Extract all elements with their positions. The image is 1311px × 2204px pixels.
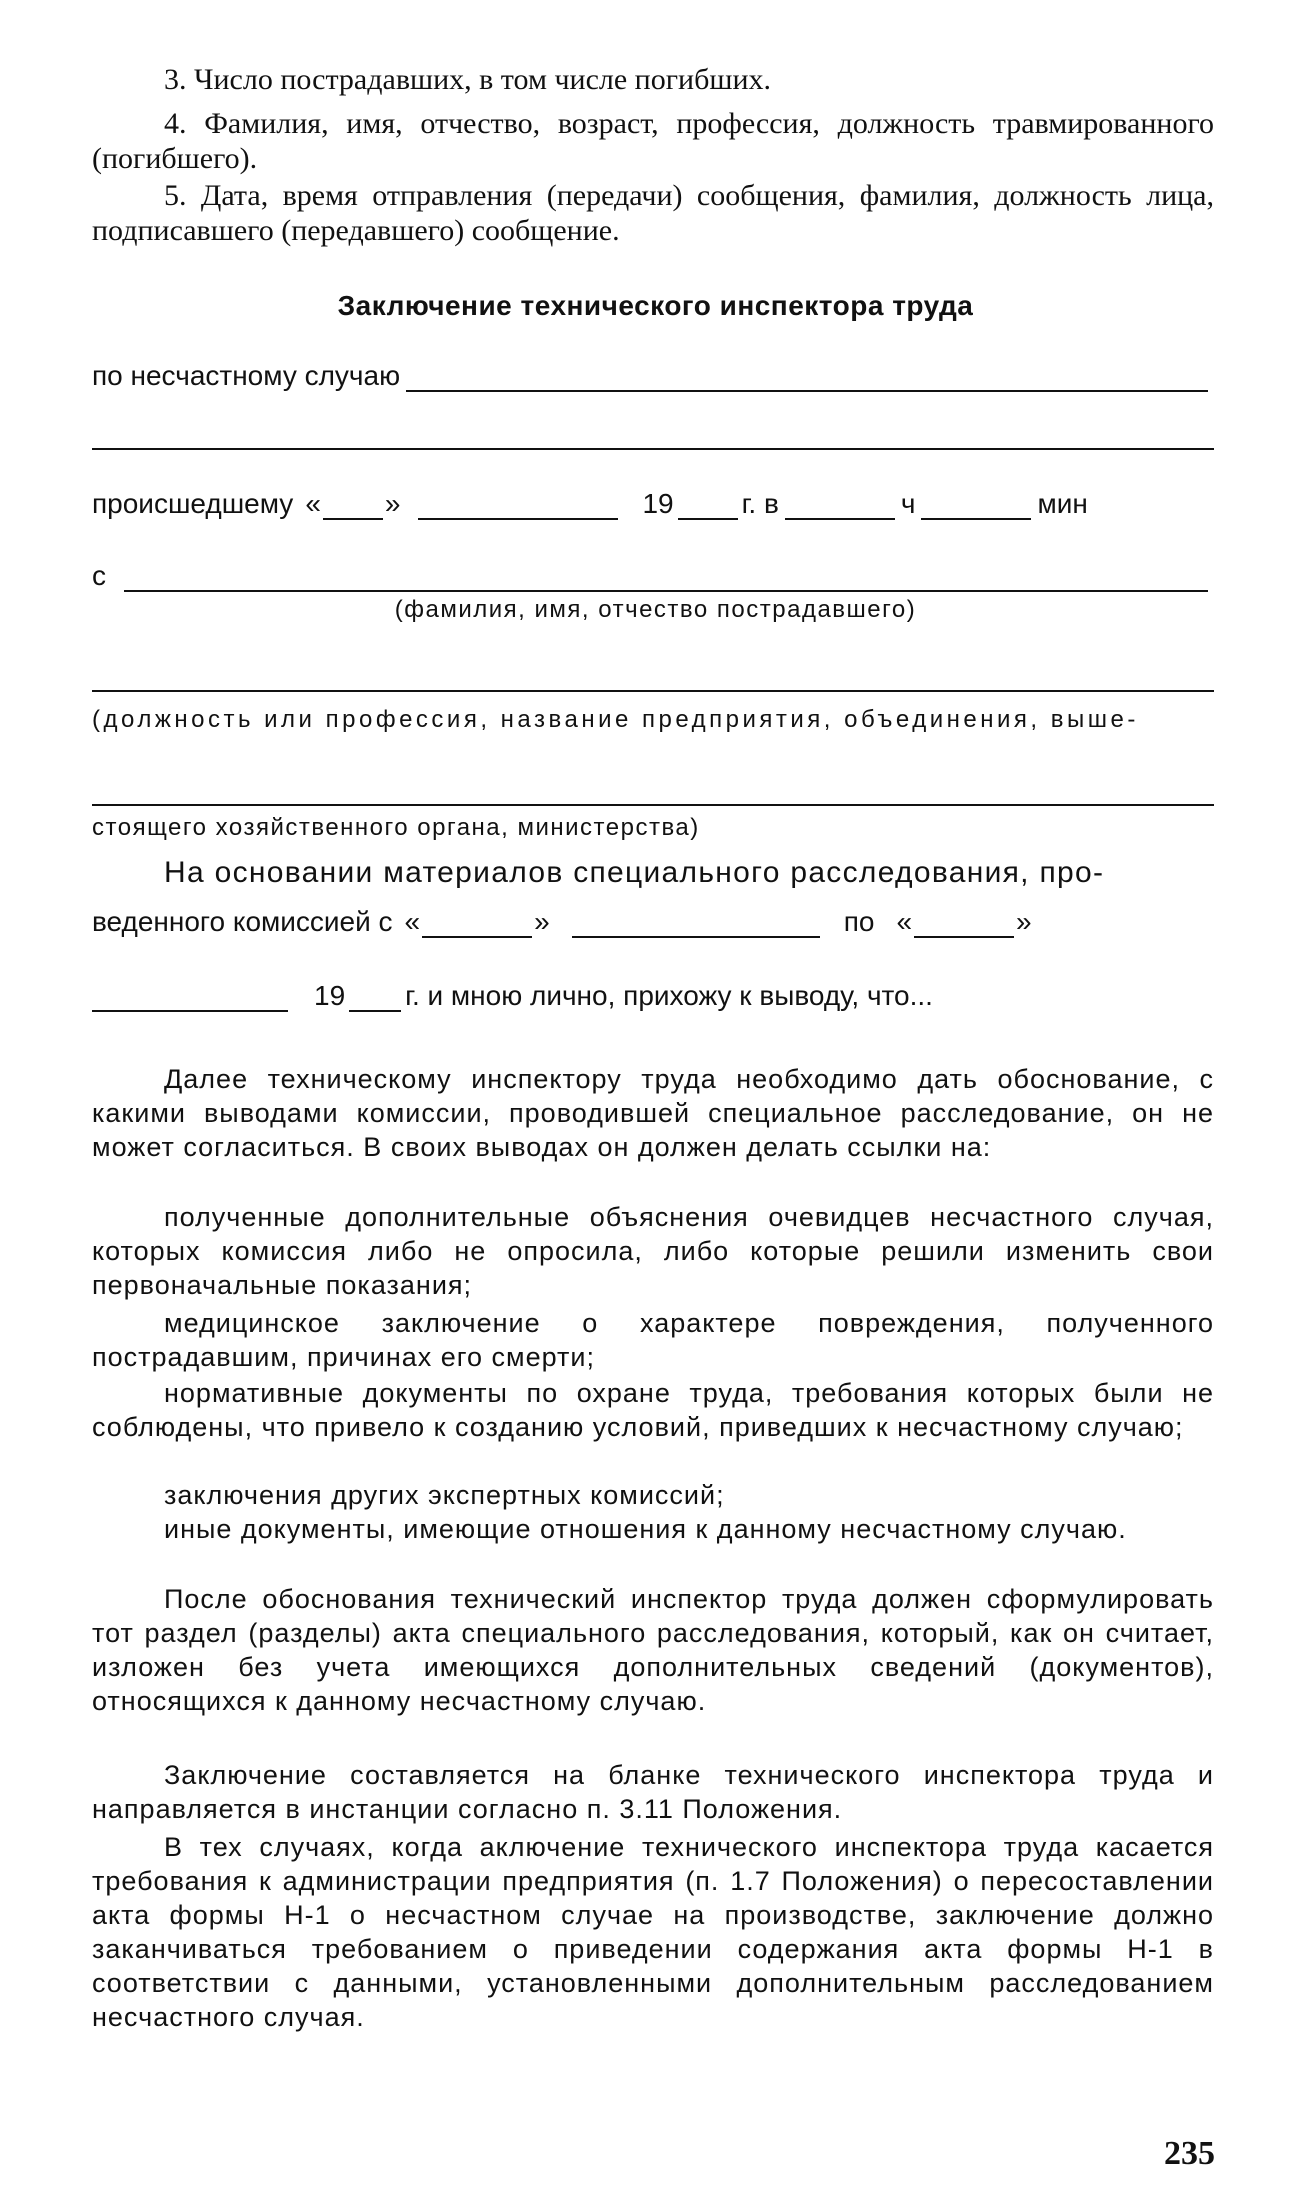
paragraph: Заключение составляется на бланке технического инспектора труда и направляется в инстанции согласно п. 3.11 Положения. [92,1760,1214,1824]
list-item-3: 3. Число пострадавших, в том числе погибших. [164,63,772,96]
quote-open: « [305,488,321,519]
day-blank [323,488,383,520]
quote-close: » [1016,906,1032,937]
quote-open: « [404,906,421,937]
paragraph: полученные дополнительные объяснения очевидцев несчастного случая, которых комиссия либо не опросила, либо которые решили изменить свои первоначальные показания; [92,1202,1214,1300]
caption-position-1: (должность или профессия, название предприятия, объединения, выше- [92,706,1139,733]
basis-line-1 [92,846,1214,890]
paragraph: нормативные документы по охране труда, требования которых были не соблюдены, что привело к созданию условий, приведших к несчастному случаю; [92,1378,1214,1442]
year-blank [678,488,738,520]
victim-row [92,548,1214,592]
caption-position-2: стоящего хозяйственного органа, министерства) [92,814,700,841]
to-label: по [843,906,875,937]
end-month-blank [92,980,288,1012]
year-prefix: 19 [642,488,674,519]
quote-close: » [384,488,401,519]
paragraph: После обоснования технический инспектор труда должен сформулировать тот раздел (разделы) акта специального расследования, который, как он считает, изложен без учета имеющихся дополнительных сведений (документов), относящихся к данному несчастному случаю. [92,1584,1214,1716]
blank-line [92,448,1214,450]
form-title: Заключение технического инспектора труда [337,290,974,321]
accident-field-row [92,348,1214,392]
accident-blank [406,360,1208,392]
blank-line [92,804,1214,806]
hour-label: ч [900,488,916,519]
paragraph: Далее техническому инспектору труда необходимо дать обоснование, с какими выводами комиссии, проводившей специальное расследование, он не может согласиться. В своих выводах он должен делать ссылки на: [92,1064,1214,1162]
basis-line-2 [92,894,1214,938]
month-blank [418,488,618,520]
list-item-4: 4. Фамилия, имя, отчество, возраст, профессия, должность травмированного (погибшего). [92,107,1214,175]
paragraph: заключения других экспертных комиссий; [164,1480,725,1510]
paragraph: медицинское заключение о характере повреждения, полученного пострадавшим, причинах его смерти; [92,1308,1214,1372]
minute-blank [921,488,1031,520]
page-number: 235 [1164,2135,1215,2172]
quote-close: » [534,906,550,937]
year-g-v: г. в [741,488,779,519]
caption-victim-name: (фамилия, имя, отчество пострадавшего) [394,596,917,623]
end-day-blank [914,906,1014,938]
basis-text-1: На основании материалов специального расследования, про- [164,856,1105,889]
conclusion-text: г. и мною лично, прихожу к выводу, что... [405,980,933,1011]
paragraph: иные документы, имеющие отношения к данному несчастному случаю. [164,1514,1127,1544]
end-year-blank [349,980,401,1012]
year-prefix: 19 [314,980,346,1011]
with-label: с [92,560,106,591]
list-item-5: 5. Дата, время отправления (передачи) сообщения, фамилия, должность лица, подписавшего (передавшего) сообщение. [92,179,1214,247]
accident-label: по несчастному случаю [92,360,401,391]
date-time-row [92,476,1214,520]
hour-blank [785,488,895,520]
basis-text-2: веденного комиссией с [92,906,393,937]
paragraph: В тех случаях, когда аключение технического инспектора труда касается требования к администрации предприятия (п. 1.7 Положения) о пересоставлении акта формы Н-1 о несчастном случае на производстве, заключение должно заканчиваться требованием о приведении содержания акта формы Н-1 в соответствии с данными, установленными дополнительным расследованием несчастного случая. [92,1832,1214,2032]
basis-line-3 [92,968,1214,1012]
start-month-blank [572,906,820,938]
minute-label: мин [1037,488,1088,519]
occurred-label: происшедшему [92,488,294,519]
blank-line [92,690,1214,692]
quote-open: « [896,906,913,937]
victim-blank [124,560,1208,592]
start-day-blank [422,906,532,938]
